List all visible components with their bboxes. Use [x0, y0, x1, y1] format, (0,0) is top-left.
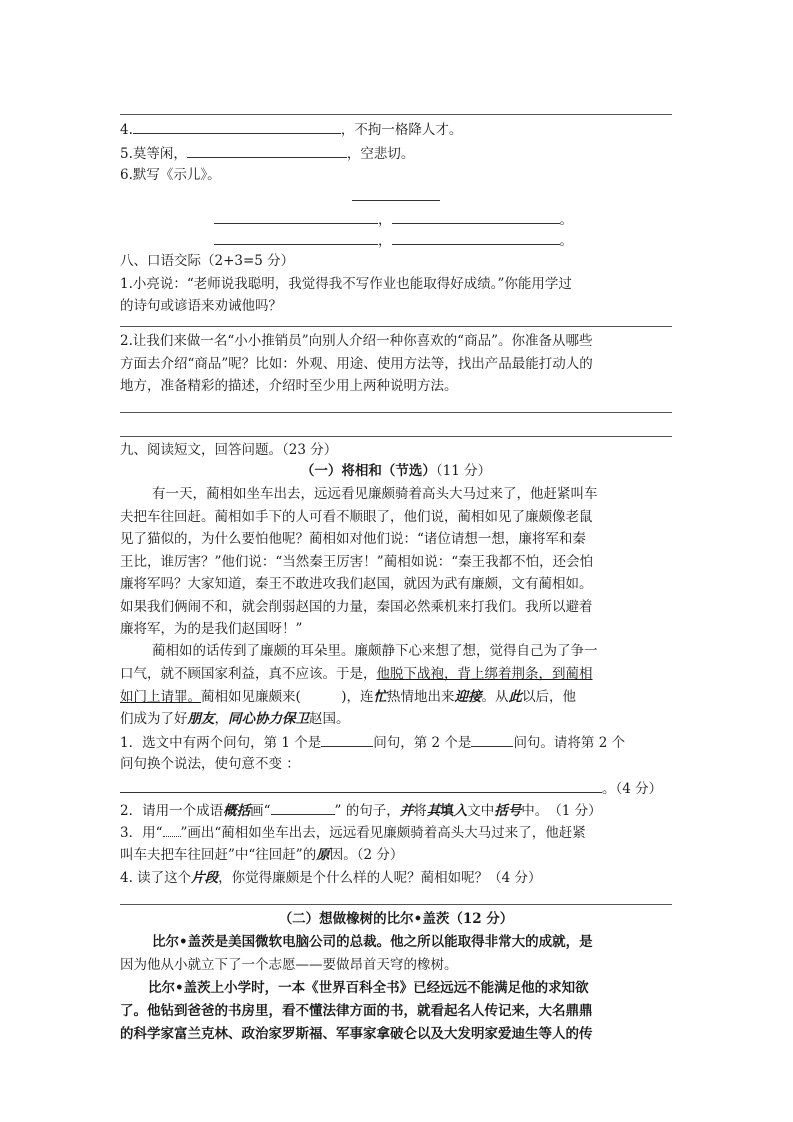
answer-blank[interactable] [271, 800, 335, 815]
wavy-mark [163, 824, 181, 837]
q2: 2．请用一个成语概括画“ ” 的句子，并将其填入文中括号中。 （1 分） [120, 800, 680, 821]
s8-q2-line2: 方面去介绍“商品”呢？比如：外观、用途、使用方法等，找出产品最能打动人的 [120, 356, 593, 372]
p1-line: 廉将军吗？大家知道，秦王不敢进攻我们赵国，就因为武有廉颇，文有蔺相如。 [120, 576, 593, 592]
s8-q1-line2: 的诗句或谚语来劝诫他吗？ [120, 298, 282, 314]
p1-line: 有一天，蔺相如坐车出去，远远看见廉颇骑着高头大马过来了，他赶紧叫车 [152, 486, 598, 502]
poem-q5: 5.莫等闲， ，空悲切。 [120, 143, 680, 164]
answer-blank[interactable] [392, 209, 560, 224]
answer-line[interactable] [120, 412, 672, 413]
poem-title-blank[interactable] [352, 186, 440, 201]
section9-title: 九、阅读短文，回答问题。（23 分） [120, 442, 338, 458]
s8-q1-line1: 1.小亮说：“老师说我聪明，我觉得我不写作业也能取得好成绩。”你能用学过 [120, 276, 572, 292]
p3-line2: 因为他从小就立下了一个志愿——要做昂首天穹的橡树。 [120, 957, 458, 973]
q1-line2: 问句换个说法，使句意不变 ： [120, 756, 300, 772]
answer-blank[interactable] [392, 230, 560, 245]
q1-line1: 1．选文中有两个问句，第 1 个是 问句，第 2 个是 问句。请将第 2 个 [120, 732, 680, 753]
p2-line1: 蔺相如的话传到了廉颇的耳朵里。廉颇静下心来想了想，觉得自己为了争一 [152, 643, 598, 659]
top-rule [120, 114, 672, 115]
poem-line-2: ， 。 [214, 230, 774, 251]
q1-answer: 。（4 分） [120, 778, 680, 799]
poem-line-1: ， 。 [214, 209, 774, 230]
answer-blank[interactable] [187, 143, 347, 158]
q4: 4. 读了这个片段，你觉得廉颇是个什么样的人呢？蔺相如呢？（4 分） [120, 870, 542, 886]
answer-line[interactable] [120, 904, 672, 905]
poem-q4: 4. ，不拘一格降人才。 [120, 119, 680, 140]
s8-q2-line3: 地方，准备精彩的描述，介绍时至少用上两种说明方法。 [120, 378, 458, 394]
s8-q2-line1: 2.让我们来做一名“小小推销员”向别人介绍一种你喜欢的“商品”。你准备从哪些 [120, 333, 593, 349]
p4-line2: 了。他钻到爸爸的书房里，看不懂法律方面的书，就看起名人传记来，大名鼎鼎 [120, 1003, 593, 1019]
p4-line3: 的科学家富兰克林、政治家罗斯福、军事家拿破仑以及大发明家爱迪生等人的传 [120, 1026, 593, 1042]
p2-line3: 如门上请罪。蔺相如见廉颇来( )，连忙热情地出来迎接。从此以后，他 [120, 689, 577, 705]
answer-line[interactable] [120, 436, 672, 437]
p2-line2: 口气，就不顾国家利益，真不应该。于是，他脱下战袍，背上绑着荆条，到蔺相 [120, 666, 593, 682]
answer-blank[interactable] [214, 230, 378, 245]
p1-line: 廉将军，为的是我们赵国呀！” [120, 621, 303, 637]
poem-q6: 6.默写《示儿》。 [120, 167, 221, 183]
p4-line1: 比尔•盖茨上小学时，一本《世界百科全书》已经远远不能满足他的求知欲 [148, 980, 589, 996]
answer-blank[interactable] [214, 209, 378, 224]
p1-line: 见了猫似的，为什么要怕他呢？蔺相如对他们说：“诸位请想一想，廉将军和秦 [120, 531, 586, 547]
section8-title: 八、口语交际（2+3=5 分） [120, 253, 295, 269]
answer-blank[interactable] [321, 732, 373, 747]
answer-line[interactable] [120, 326, 672, 327]
p1-line: 夫把车往回赶。蔺相如手下的人可看不顺眼了，他们说，蔺相如见了廉颇像老鼠 [120, 509, 593, 525]
q3-line1: 3．用“ ”画出“蔺相如坐车出去，远远看见廉颇骑着高头大马过来了，他赶紧 [120, 825, 586, 841]
q3-line2: 叫车夫把车往回赶”中“往回赶”的原因。（2 分） [120, 847, 404, 863]
answer-blank[interactable] [471, 732, 513, 747]
passage1-title: （一）将相和（节选）（11 分） [300, 463, 492, 479]
p1-line: 如果我们俩闹不和，就会削弱赵国的力量，秦国必然乘机来打我们。我所以避着 [120, 599, 593, 615]
p2-line4: 们成为了好朋友，同心协力保卫赵国。 [120, 711, 350, 727]
p3-line1: 比尔•盖茨是美国微软电脑公司的总裁。他之所以能取得非常大的成就，是 [152, 934, 593, 950]
answer-blank[interactable] [120, 778, 602, 793]
passage2-title: （二）想做橡树的比尔•盖茨（12 分） [278, 911, 514, 927]
p1-line: 王比，谁厉害？”他们说：“当然秦王厉害！”蔺相如说：“秦王我都不怕，还会怕 [120, 554, 594, 570]
answer-blank[interactable] [133, 119, 341, 134]
